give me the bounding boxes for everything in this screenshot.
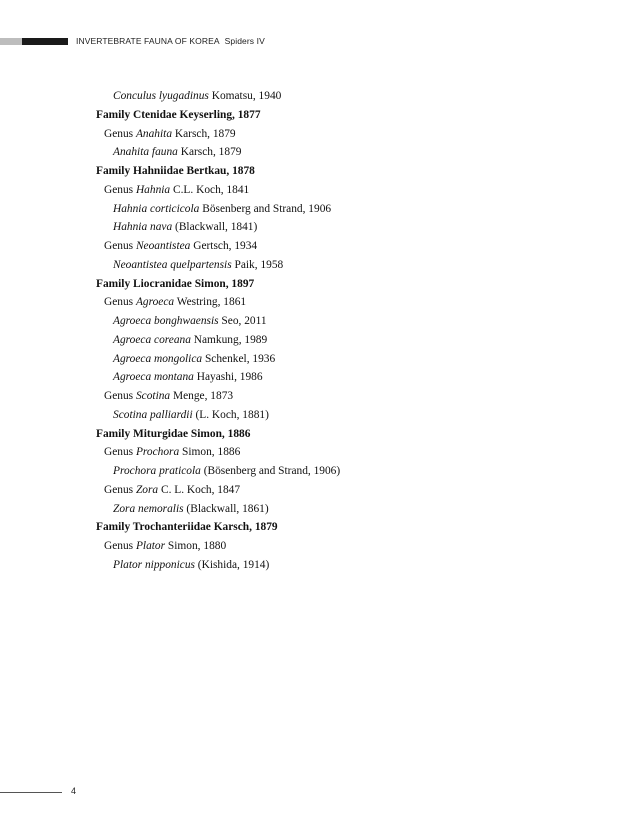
- species-entry: [96, 331, 340, 350]
- taxon-name: Hahnia nava: [113, 221, 173, 234]
- taxon-name: Neoantistea quelpartensis: [113, 258, 232, 271]
- series-title: Spiders IV: [224, 36, 265, 46]
- running-head: [76, 36, 265, 46]
- genus-entry: [96, 387, 340, 406]
- species-entry: [96, 87, 340, 106]
- rank-prefix: Genus: [104, 127, 136, 140]
- species-entry: [96, 312, 340, 331]
- taxon-name: Scotina: [135, 390, 171, 402]
- header-bar-gray: [0, 38, 22, 45]
- family-entry: [96, 275, 340, 294]
- family-name: Family Trochanteriidae Karsch, 1879: [96, 521, 278, 534]
- species-entry: [96, 200, 340, 219]
- authority: (Bösenberg and Strand, 1906): [200, 465, 341, 477]
- genus-entry: [96, 237, 340, 256]
- rank-prefix: Genus: [104, 540, 136, 552]
- family-name: Family Hahniidae Bertkau, 1878: [96, 165, 255, 177]
- taxon-name: Scotina palliardii: [113, 408, 193, 421]
- authority: Paik, 1958: [231, 258, 284, 271]
- species-entry: [96, 500, 340, 519]
- authority: Karsch, 1879: [172, 127, 236, 140]
- species-entry: [96, 368, 340, 387]
- family-name: Family Miturgidae Simon, 1886: [96, 427, 251, 440]
- taxon-name: Agroeca: [135, 296, 175, 309]
- family-entry: [96, 425, 340, 444]
- genus-entry: [96, 181, 340, 200]
- authority: Schenkel, 1936: [202, 352, 276, 365]
- rank-prefix: Genus: [104, 483, 136, 496]
- rank-prefix: Genus: [104, 240, 136, 252]
- authority: Komatsu, 1940: [208, 90, 282, 102]
- taxon-name: Agroeca coreana: [113, 333, 191, 346]
- authority: Hayashi, 1986: [193, 371, 263, 384]
- rank-prefix: Genus: [104, 296, 136, 309]
- taxon-name: Agroeca mongolica: [113, 352, 203, 365]
- page-number: 4: [71, 786, 77, 796]
- taxon-name: Conculus lyugadinus: [113, 90, 209, 102]
- authority: Simon, 1880: [165, 540, 227, 552]
- authority: C. L. Koch, 1847: [158, 483, 241, 496]
- taxon-name: Neoantistea: [135, 240, 191, 252]
- rank-prefix: Genus: [104, 390, 136, 402]
- footer-rule: [0, 792, 62, 793]
- authority: Westring, 1861: [174, 296, 247, 309]
- taxon-name: Anahita fauna: [113, 146, 178, 159]
- taxon-name: Prochora: [135, 446, 180, 459]
- authority: Bösenberg and Strand, 1906: [199, 202, 332, 215]
- species-entry: [96, 350, 340, 369]
- family-name: Family Liocranidae Simon, 1897: [96, 277, 255, 290]
- taxon-name: Agroeca bonghwaensis: [113, 315, 219, 327]
- taxon-name: Hahnia: [135, 183, 171, 196]
- taxon-name: Prochora praticola: [113, 465, 201, 477]
- authority: (Blackwall, 1861): [183, 502, 269, 515]
- authority: Karsch, 1879: [177, 146, 242, 159]
- authority: Seo, 2011: [218, 315, 267, 327]
- species-entry: [96, 406, 340, 425]
- authority: Namkung, 1989: [190, 333, 268, 346]
- taxon-name: Plator nipponicus: [113, 558, 195, 571]
- book-title: INVERTEBRATE FAUNA OF KOREA: [76, 36, 220, 46]
- header-bar-black: [22, 38, 68, 45]
- authority: (L. Koch, 1881): [192, 408, 269, 421]
- rank-prefix: Genus: [104, 183, 136, 196]
- species-checklist: [96, 87, 340, 575]
- species-entry: [96, 462, 340, 481]
- species-entry: [96, 256, 340, 275]
- authority: C.L. Koch, 1841: [170, 183, 250, 196]
- genus-entry: [96, 481, 340, 500]
- authority: (Kishida, 1914): [194, 558, 270, 571]
- species-entry: [96, 556, 340, 575]
- taxon-name: Zora nemoralis: [113, 502, 184, 515]
- authority: Menge, 1873: [170, 390, 234, 402]
- genus-entry: [96, 125, 340, 144]
- species-entry: [96, 143, 340, 162]
- family-entry: [96, 162, 340, 181]
- taxon-name: Plator: [135, 540, 166, 552]
- authority: Gertsch, 1934: [190, 240, 258, 252]
- taxon-name: Anahita: [135, 127, 173, 140]
- species-entry: [96, 218, 340, 237]
- taxon-name: Hahnia corticicola: [113, 202, 200, 215]
- family-entry: [96, 106, 340, 125]
- rank-prefix: Genus: [104, 446, 136, 459]
- family-entry: [96, 518, 340, 537]
- genus-entry: [96, 293, 340, 312]
- authority: Simon, 1886: [179, 446, 241, 459]
- genus-entry: [96, 537, 340, 556]
- authority: (Blackwall, 1841): [172, 221, 258, 234]
- family-name: Family Ctenidae Keyserling, 1877: [96, 108, 261, 121]
- taxon-name: Agroeca montana: [113, 371, 194, 384]
- taxon-name: Zora: [135, 483, 159, 496]
- genus-entry: [96, 443, 340, 462]
